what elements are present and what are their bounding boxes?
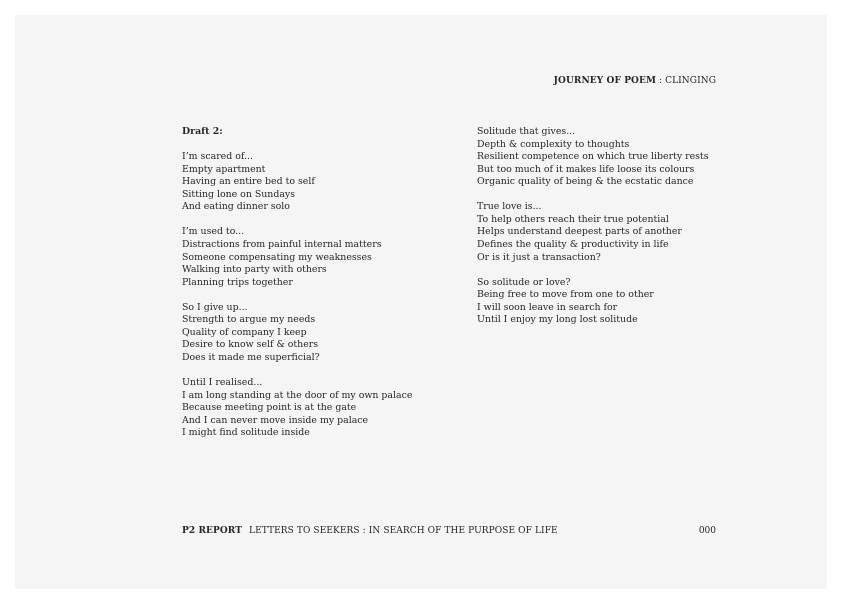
stanza (477, 277, 777, 327)
poem-line: Solitude that gives... (477, 126, 576, 137)
poem-line: Planning trips together (182, 276, 293, 288)
poem-right-column (477, 126, 777, 339)
poem-line: Depth & complexity to thoughts (477, 138, 630, 150)
poem-left-column (182, 126, 442, 452)
poem-line: Organic quality of being & the ecstatic dance (477, 176, 694, 188)
poem-line: Because meeting point is at the gate (182, 402, 357, 414)
stanza (477, 126, 777, 189)
poem-line: I’m scared of... (182, 151, 253, 163)
poem-line: Or is it just a transaction? (477, 251, 601, 263)
poem-line: Being free to move from one to other (477, 289, 654, 301)
stanza (182, 377, 442, 440)
stanza (182, 302, 442, 365)
poem-line: Quality of company I keep (182, 326, 307, 338)
poem-line: And eating dinner solo (182, 201, 290, 213)
poem-line: Desire to know self & others (182, 339, 319, 351)
poem-line: Until I realised... (182, 377, 263, 389)
poem-line: Strength to argue my needs (182, 314, 316, 326)
poem-line: I might find solitude inside (182, 427, 310, 439)
poem-line: Helps understand deepest parts of another (477, 226, 682, 238)
poem-line: So solitude or love? (477, 276, 571, 288)
page-header (554, 76, 716, 86)
draft-title: Draft 2: (182, 126, 223, 137)
footer-report-label: P2 REPORT (182, 526, 243, 536)
poem-line: True love is... (477, 201, 542, 213)
document-page (15, 15, 827, 589)
poem-line: I will soon leave in search for (477, 301, 618, 313)
poem-line: To help others reach their true potential (477, 213, 669, 225)
poem-line: Sitting lone on Sundays (182, 188, 296, 200)
poem-line: Does it made me superficial? (182, 351, 320, 363)
header-title-rest: CLINGING (665, 76, 716, 86)
poem-line: Defines the quality & productivity in life (477, 238, 669, 250)
poem-line: Someone compensating my weaknesses (182, 251, 372, 263)
poem-line: Walking into party with others (182, 264, 327, 276)
stanza (477, 201, 777, 264)
stanza (182, 226, 442, 289)
header-separator: : (656, 76, 666, 86)
poem-line: Until I enjoy my long lost solitude (477, 314, 638, 326)
poem-line: And I can never move inside my palace (182, 414, 369, 426)
stanza (182, 151, 442, 214)
header-title-bold: JOURNEY OF POEM (553, 76, 657, 86)
poem-line: But too much of it makes life loose its colours (477, 163, 695, 175)
page-footer (182, 526, 558, 536)
poem-line: I am long standing at the door of my own palace (182, 389, 413, 401)
poem-line: Having an entire bed to self (182, 176, 315, 188)
poem-line: I’m used to... (182, 226, 245, 238)
poem-line: Distractions from painful internal matters (182, 239, 382, 251)
poem-line: Resilient competence on which true liberty rests (477, 151, 709, 163)
footer-subtitle: LETTERS TO SEEKERS : IN SEARCH OF THE PURPOSE OF LIFE (249, 526, 558, 536)
poem-line: So I give up... (182, 301, 248, 313)
page-number: 000 (698, 526, 716, 536)
poem-line: Empty apartment (182, 163, 266, 175)
